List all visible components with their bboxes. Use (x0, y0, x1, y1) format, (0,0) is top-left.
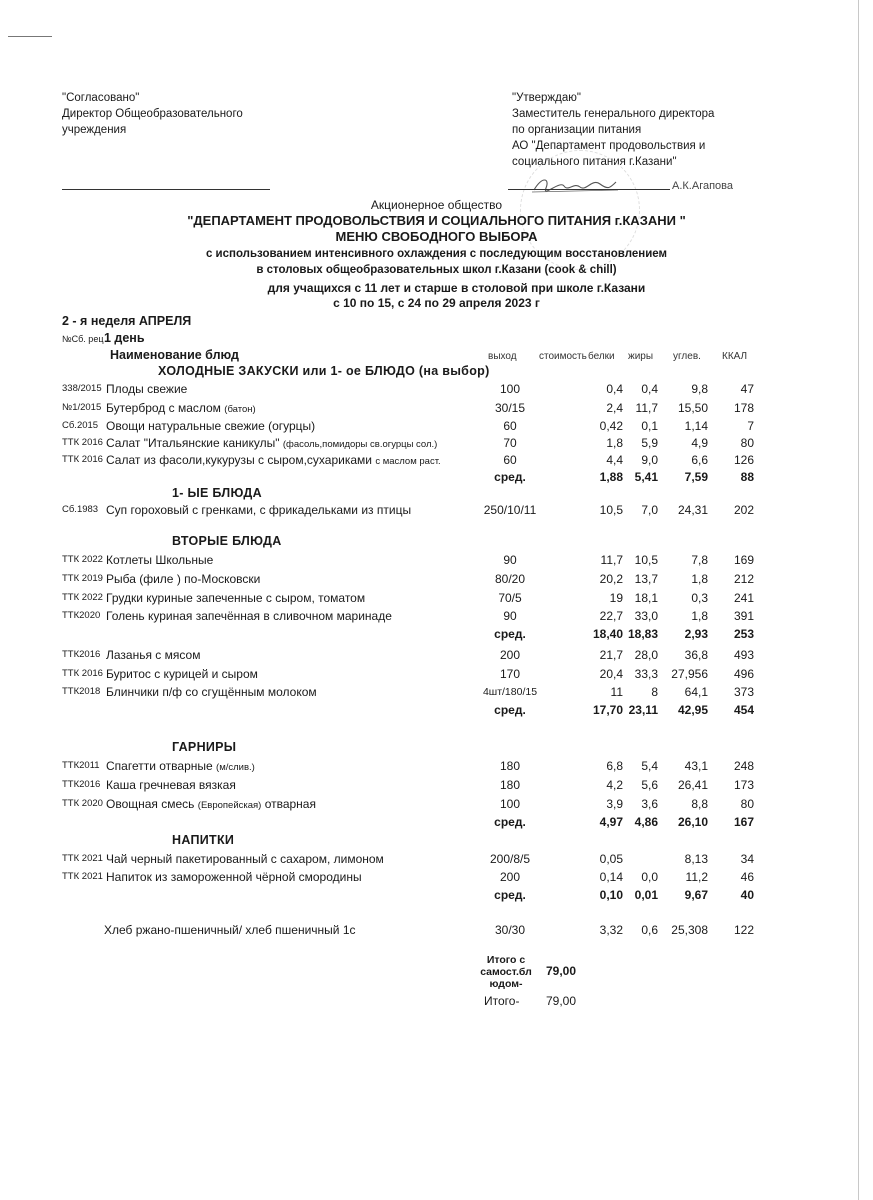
dish-fat: 5,4 (641, 759, 658, 773)
org-line1: Акционерное общество (370, 198, 503, 212)
dish-name: Суп гороховый с гренками, с фрикадельками из птицы (106, 503, 412, 517)
dish-protein: 6,8 (606, 759, 623, 773)
dish-kcal: 241 (733, 591, 754, 605)
dish-protein: 0,14 (599, 870, 623, 884)
dish-kcal: 202 (733, 503, 754, 517)
dish-name: Чай черный пакетированный с сахаром, лимоном (106, 852, 384, 866)
dish-name: Спагетти отварные (м/слив.) (106, 759, 255, 773)
dish-fat: 5,6 (641, 778, 658, 792)
recipe-code: Сб.1983 (62, 504, 99, 515)
approval-left-line2: учреждения (62, 124, 127, 136)
dish-protein: 0,4 (606, 382, 623, 396)
avg-kcal: 167 (733, 815, 754, 829)
dish-carbs: 1,8 (691, 609, 708, 623)
section-second: ВТОРЫЕ БЛЮДА (172, 534, 282, 548)
dish-fat: 33,0 (634, 609, 658, 623)
dish-yield: 200 (499, 648, 521, 662)
dish-carbs: 26,41 (677, 778, 708, 792)
dish-carbs: 6,6 (691, 453, 708, 467)
dish-yield: 4шт/180/15 (482, 686, 538, 698)
org-line6: для учащихся с 11 лет и старше в столовой при школе г.Казани (267, 281, 646, 295)
avg-fat: 18,83 (627, 627, 658, 641)
dish-kcal: 496 (733, 667, 754, 681)
recipe-code: ТТК 2016 (62, 454, 103, 465)
recipe-label: №Сб. рец (62, 334, 104, 344)
dish-protein: 4,4 (606, 453, 623, 467)
total-value-2: 79,00 (546, 994, 577, 1008)
approval-left-line1: Директор Общеобразовательного (62, 108, 243, 120)
recipe-code: ТТК 2020 (62, 798, 103, 809)
dish-yield: 100 (499, 797, 521, 811)
dish-fat: 0,1 (641, 419, 658, 433)
approval-right-line2: по организации питания (512, 124, 642, 136)
table-row (0, 757, 873, 775)
dish-yield: 30/30 (494, 923, 526, 937)
dish-fat: 5,9 (641, 436, 658, 450)
dish-fat: 18,1 (634, 591, 658, 605)
dish-kcal: 178 (733, 401, 754, 415)
col-name: Наименование блюд (110, 348, 239, 362)
average-label: сред. (494, 703, 526, 717)
day-label: 1 день (104, 331, 145, 345)
dish-kcal: 126 (733, 453, 754, 467)
dish-name: Напиток из замороженной чёрной смородины (106, 870, 362, 884)
recipe-code: ТТК2016 (62, 649, 101, 660)
dish-name: Салат из фасоли,кукурузы с сыром,сухариками с маслом раст. (106, 453, 441, 467)
approval-right-line3: АО "Департамент продовольствия и (512, 140, 706, 152)
col-kcal: ККАЛ (722, 351, 748, 362)
section-cold: ХОЛОДНЫЕ ЗАКУСКИ или 1- ое БЛЮДО (на выбор) (158, 364, 490, 378)
dish-carbs: 4,9 (691, 436, 708, 450)
dish-fat: 0,0 (641, 870, 658, 884)
dish-protein: 22,7 (599, 609, 623, 623)
recipe-code: ТТК2018 (62, 686, 101, 697)
table-row (0, 501, 873, 519)
recipe-code: ТТК 2021 (62, 871, 103, 882)
recipe-code: №1/2015 (62, 402, 102, 413)
table-row (0, 551, 873, 569)
signature-line-left (62, 189, 270, 190)
dish-kcal: 248 (733, 759, 754, 773)
recipe-code: ТТК 2016 (62, 437, 103, 448)
dish-protein: 0,42 (599, 419, 623, 433)
dish-protein: 4,2 (606, 778, 623, 792)
avg-fat: 5,41 (634, 470, 658, 484)
dish-name: Овощная смесь (Европейская) отварная (106, 797, 316, 811)
dish-note: (м/слив.) (216, 762, 255, 773)
table-row (0, 380, 873, 398)
dish-fat: 28,0 (634, 648, 658, 662)
dish-protein: 0,05 (599, 852, 623, 866)
dish-protein: 2,4 (606, 401, 623, 415)
dish-protein: 21,7 (599, 648, 623, 662)
recipe-code: ТТК2016 (62, 779, 101, 790)
total-label-2: Итого- (484, 994, 520, 1008)
dish-carbs: 11,2 (685, 870, 708, 884)
average-row (0, 468, 873, 486)
total-label-1: Итого с самост.бл юдом- (480, 954, 532, 990)
avg-protein: 17,70 (592, 703, 623, 717)
avg-kcal: 40 (740, 888, 754, 902)
dish-carbs: 8,13 (684, 852, 708, 866)
section-garnish: ГАРНИРЫ (172, 740, 237, 754)
dish-yield: 90 (503, 553, 517, 567)
signer-name: А.К.Агапова (672, 180, 733, 192)
average-label: сред. (494, 627, 526, 641)
dish-name: Бутерброд с маслом (батон) (106, 401, 256, 415)
dish-carbs: 24,31 (677, 503, 708, 517)
date-range: с 10 по 15, с 24 по 29 апреля 2023 г (333, 296, 540, 310)
recipe-code: 338/2015 (62, 383, 102, 394)
dish-name: Лазанья с мясом (106, 648, 201, 662)
average-row (0, 886, 873, 904)
dish-carbs: 7,8 (691, 553, 708, 567)
dish-kcal: 173 (733, 778, 754, 792)
average-row (0, 625, 873, 643)
avg-carbs: 26,10 (677, 815, 708, 829)
avg-protein: 4,97 (599, 815, 623, 829)
dish-name: Голень куриная запечённая в сливочном маринаде (106, 609, 392, 623)
recipe-code: ТТК 2016 (62, 668, 103, 679)
dish-kcal: 34 (740, 852, 754, 866)
dish-kcal: 80 (740, 436, 754, 450)
total-value-1: 79,00 (546, 964, 577, 978)
dish-kcal: 212 (733, 572, 754, 586)
dish-name: Салат "Итальянские каникулы" (фасоль,помидоры св.огурцы сол.) (106, 436, 438, 450)
col-cost: стоимость (539, 351, 587, 362)
dish-name: Плоды свежие (106, 382, 188, 396)
signature-image (530, 172, 620, 198)
recipe-code: ТТК2020 (62, 610, 101, 621)
dish-fat: 8 (651, 685, 658, 699)
dish-yield: 200 (499, 870, 521, 884)
avg-protein: 0,10 (599, 888, 623, 902)
dish-yield: 180 (499, 778, 521, 792)
scan-mark (8, 36, 52, 37)
dish-protein: 11,7 (600, 553, 623, 567)
dish-fat: 10,5 (634, 553, 658, 567)
table-row (0, 570, 873, 588)
dish-yield: 70/5 (498, 591, 522, 605)
dish-kcal: 169 (733, 553, 754, 567)
approval-left-title: "Согласовано" (62, 92, 140, 104)
recipe-code: Сб.2015 (62, 420, 99, 431)
average-row (0, 701, 873, 719)
dish-fat: 7,0 (641, 503, 658, 517)
table-row (0, 607, 873, 625)
recipe-code: ТТК 2019 (62, 573, 103, 584)
dish-fat: 9,0 (641, 453, 658, 467)
dish-kcal: 373 (733, 685, 754, 699)
menu-title: МЕНЮ СВОБОДНОГО ВЫБОРА (335, 229, 538, 244)
col-carbs: углев. (673, 351, 701, 362)
avg-carbs: 2,93 (684, 627, 708, 641)
table-row (0, 399, 873, 417)
dish-kcal: 122 (733, 923, 754, 937)
dish-kcal: 46 (740, 870, 754, 884)
recipe-code: ТТК2011 (62, 760, 100, 771)
dish-name: Овощи натуральные свежие (огурцы) (106, 419, 316, 433)
avg-fat: 0,01 (634, 888, 658, 902)
week-label: 2 - я неделя АПРЕЛЯ (62, 314, 192, 328)
dish-yield: 70 (503, 436, 517, 450)
average-label: сред. (494, 470, 526, 484)
dish-carbs: 15,50 (677, 401, 708, 415)
dish-kcal: 80 (740, 797, 754, 811)
dish-protein: 10,5 (599, 503, 623, 517)
org-line4: с использованием интенсивного охлаждения с последующим восстановлением (205, 248, 668, 260)
table-row (0, 850, 873, 868)
dish-protein: 19 (609, 591, 623, 605)
table-row (0, 683, 873, 701)
table-row (0, 434, 873, 452)
dish-protein: 20,4 (599, 667, 623, 681)
dish-yield: 170 (499, 667, 521, 681)
avg-protein: 1,88 (599, 470, 623, 484)
table-row (0, 868, 873, 886)
table-row (0, 451, 873, 469)
dish-yield: 30/15 (494, 401, 526, 415)
table-row (0, 646, 873, 664)
dish-yield: 250/10/11 (483, 503, 537, 517)
avg-kcal: 88 (740, 470, 754, 484)
table-row (0, 795, 873, 813)
dish-fat: 11,7 (635, 401, 658, 415)
dish-carbs: 0,3 (691, 591, 708, 605)
recipe-code: ТТК 2021 (62, 853, 103, 864)
org-line5: в столовых общеобразовательных школ г.Казани (cook & chill) (256, 264, 617, 276)
dish-fat: 13,7 (634, 572, 658, 586)
dish-yield: 100 (499, 382, 521, 396)
dish-fat: 0,6 (641, 923, 658, 937)
dish-carbs: 1,8 (691, 572, 708, 586)
approval-right-title: "Утверждаю" (512, 92, 581, 104)
dish-yield: 180 (499, 759, 521, 773)
dish-yield: 60 (503, 419, 517, 433)
dish-carbs: 1,14 (684, 419, 708, 433)
dish-fat: 3,6 (641, 797, 658, 811)
dish-protein: 20,2 (599, 572, 623, 586)
approval-right-line1: Заместитель генерального директора (512, 108, 715, 120)
dish-yield: 80/20 (494, 572, 526, 586)
col-fat: жиры (628, 351, 654, 362)
avg-carbs: 9,67 (684, 888, 708, 902)
dish-yield: 200/8/5 (489, 852, 531, 866)
avg-fat: 23,11 (628, 703, 658, 717)
dish-note: (батон) (224, 404, 256, 415)
dish-note: (фасоль,помидоры св.огурцы сол.) (282, 439, 438, 450)
dish-carbs: 43,1 (684, 759, 708, 773)
table-row (0, 665, 873, 683)
dish-name: Грудки куриные запеченные с сыром, томатом (106, 591, 366, 605)
col-yield: выход (488, 351, 517, 362)
section-first: 1- ЫЕ БЛЮДА (172, 486, 262, 500)
table-row (0, 776, 873, 794)
table-row (0, 417, 873, 435)
signature-line-right (508, 189, 670, 190)
approval-right-line4: социального питания г.Казани" (512, 156, 677, 168)
dish-name: Буритос с курицей и сыром (106, 667, 258, 681)
dish-carbs: 27,956 (671, 667, 708, 681)
dish-kcal: 47 (740, 382, 754, 396)
dish-yield: 90 (503, 609, 517, 623)
dish-protein: 3,9 (606, 797, 623, 811)
dish-name: Каша гречневая вязкая (106, 778, 236, 792)
avg-fat: 4,86 (634, 815, 658, 829)
average-label: сред. (494, 815, 526, 829)
org-name: "ДЕПАРТАМЕНТ ПРОДОВОЛЬСТВИЯ И СОЦИАЛЬНОГО ПИТАНИЯ г.КАЗАНИ " (187, 213, 686, 228)
avg-carbs: 7,59 (684, 470, 708, 484)
table-row (0, 589, 873, 607)
dish-carbs: 9,8 (691, 382, 708, 396)
dish-name: Хлеб ржано-пшеничный/ хлеб пшеничный 1с (104, 923, 356, 937)
dish-carbs: 64,1 (684, 685, 708, 699)
dish-name: Блинчики п/ф со сгущённым молоком (106, 685, 317, 699)
dish-yield: 60 (503, 453, 517, 467)
recipe-code: ТТК 2022 (62, 592, 103, 603)
average-label: сред. (494, 888, 526, 902)
dish-protein: 1,8 (606, 436, 623, 450)
avg-carbs: 42,95 (677, 703, 708, 717)
dish-kcal: 7 (747, 419, 754, 433)
avg-kcal: 454 (733, 703, 754, 717)
dish-name: Котлеты Школьные (106, 553, 214, 567)
dish-fat: 33,3 (634, 667, 658, 681)
dish-note: (Европейская) (197, 800, 262, 811)
dish-note: с маслом раст. (375, 456, 441, 467)
table-row (0, 921, 873, 939)
dish-kcal: 493 (733, 648, 754, 662)
dish-protein: 3,32 (599, 923, 623, 937)
dish-name: Рыба (филе ) по-Московски (106, 572, 261, 586)
average-row (0, 813, 873, 831)
avg-kcal: 253 (733, 627, 754, 641)
dish-carbs: 8,8 (691, 797, 708, 811)
avg-protein: 18,40 (592, 627, 623, 641)
dish-carbs: 25,308 (671, 923, 708, 937)
dish-kcal: 391 (733, 609, 754, 623)
col-protein: белки (588, 351, 615, 362)
section-drinks: НАПИТКИ (172, 833, 235, 847)
dish-fat: 0,4 (641, 382, 658, 396)
dish-protein: 11 (610, 685, 623, 699)
recipe-code: ТТК 2022 (62, 554, 103, 565)
dish-carbs: 36,8 (684, 648, 708, 662)
